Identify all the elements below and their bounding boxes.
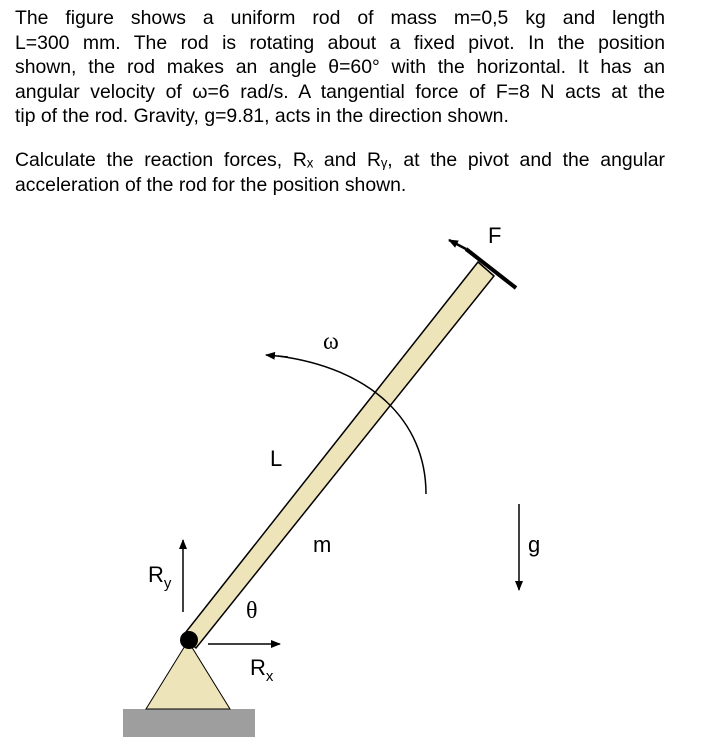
label-Rx-main: R xyxy=(250,655,266,680)
label-L: L xyxy=(270,446,283,471)
problem-line: Calculate the reaction forces, Rₓ and Rᵧ, at the pivot and the angular xyxy=(15,149,665,171)
angular-velocity-arrowhead xyxy=(266,355,288,357)
problem-line: The figure shows a uniform rod of mass m=0,5 kg and length xyxy=(15,7,665,29)
ground xyxy=(123,709,255,737)
label-g: g xyxy=(528,532,541,557)
pivot-support xyxy=(146,641,230,709)
label-Ry-sub: y xyxy=(163,575,172,592)
label-Ry xyxy=(148,562,172,592)
problem-line: shown, the rod makes an angle θ=60° with the horizontal. It has an xyxy=(15,56,665,78)
label-m: m xyxy=(313,532,332,557)
label-Rx-sub: x xyxy=(265,668,274,685)
label-omega: ω xyxy=(323,329,339,355)
force-F-arrow xyxy=(449,240,466,249)
problem-line: tip of the rod. Gravity, g=9.81, acts in the direction shown. xyxy=(15,105,509,127)
label-Rx xyxy=(250,655,274,685)
rod xyxy=(182,262,494,648)
label-F: F xyxy=(488,223,502,248)
pivot-pin xyxy=(180,631,198,649)
problem-line: angular velocity of ω=6 rad/s. A tangential force of F=8 N acts at the xyxy=(15,80,665,103)
problem-line: L=300 mm. The rod is rotating about a fixed pivot. In the position xyxy=(15,31,665,54)
label-theta: θ xyxy=(246,598,258,624)
problem-line: acceleration of the rod for the position shown. xyxy=(15,173,407,196)
label-Ry-main: R xyxy=(148,562,164,587)
